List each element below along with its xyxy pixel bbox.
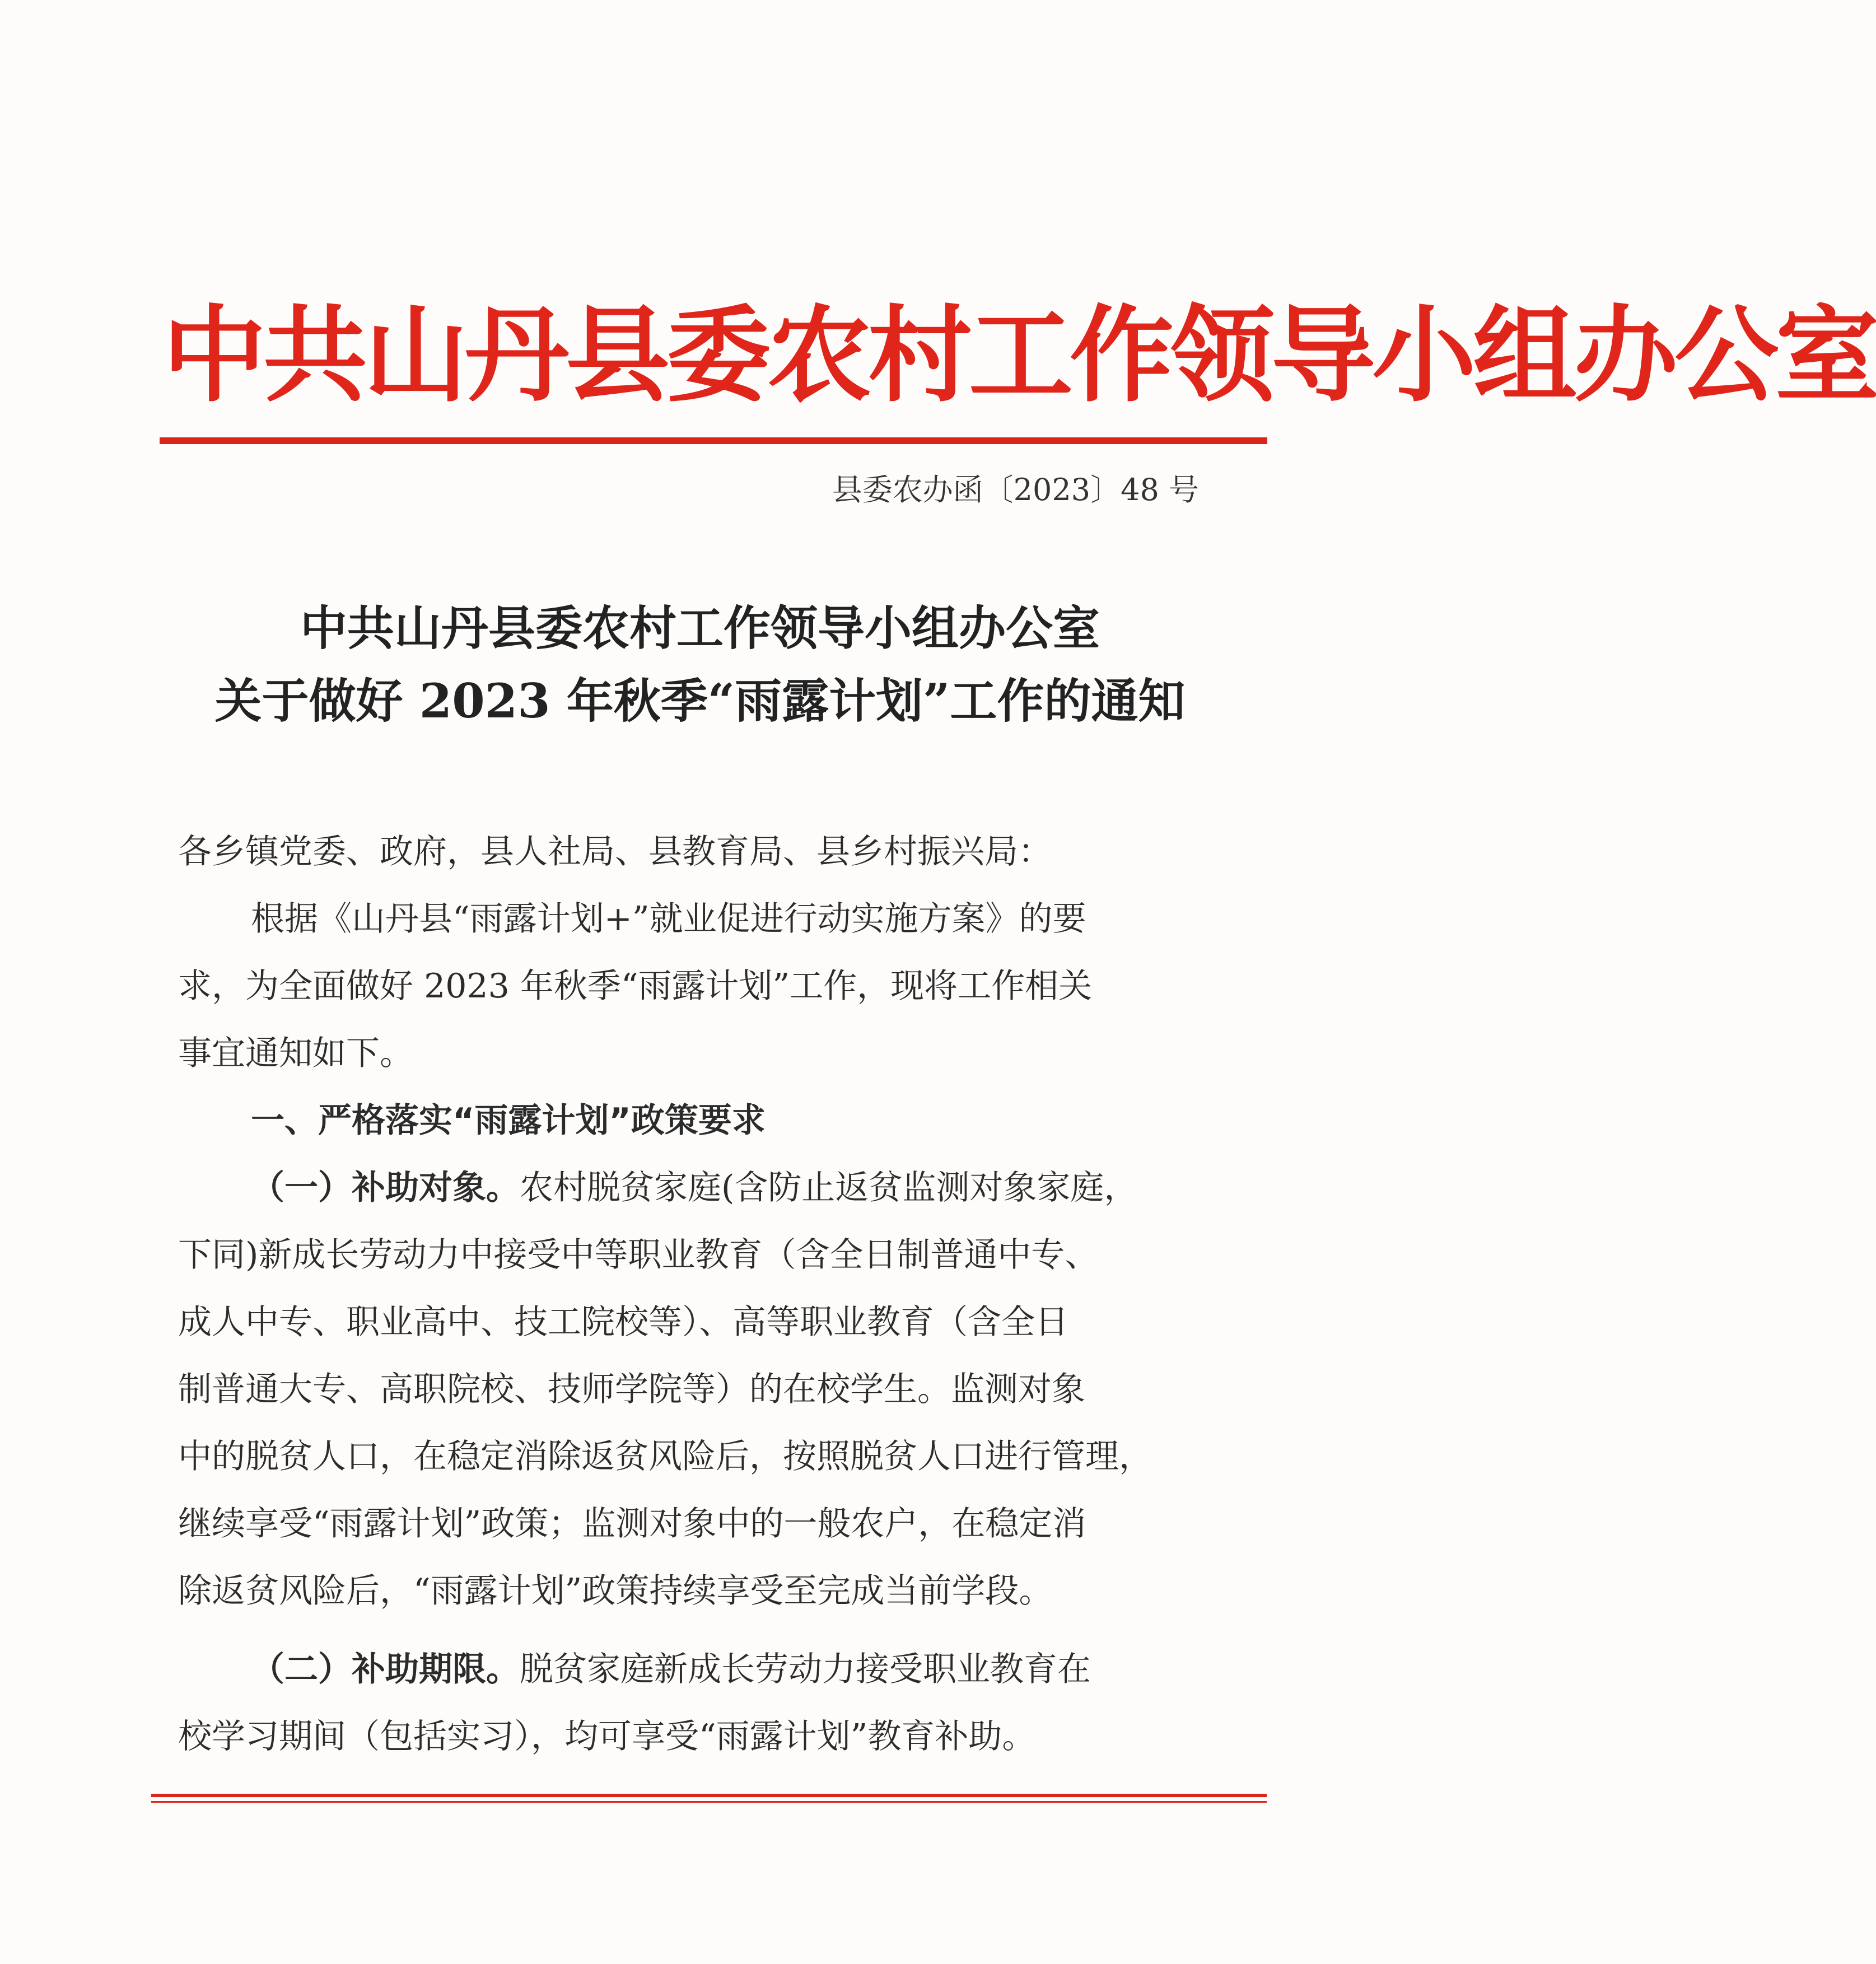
item-1-line: 中的脱贫人口，在稳定消除返贫风险后，按照脱贫人口进行管理， (178, 1437, 1152, 1476)
intro-line-3: 事宜通知如下。 (178, 1034, 413, 1073)
item-1-line: 成人中专、职业高中、技工院校等）、高等职业教育（含全日 (178, 1303, 1068, 1342)
item-2-line: 校学习期间（包括实习），均可享受“雨露计划”教育补助。 (178, 1717, 1036, 1756)
intro-line-2: 求，为全面做好 2023 年秋季“雨露计划”工作，现将工作相关 (178, 967, 1093, 1006)
footer-red-rule-thin (151, 1801, 1267, 1803)
item-2-label: （二）补助期限。 (251, 1650, 520, 1689)
document-number: 县委农办函〔2023〕48 号 (832, 472, 1199, 507)
item-2-first-line-text: 脱贫家庭新成长劳动力接受职业教育在 (520, 1650, 1091, 1689)
notice-title-line-1: 中共山丹县委农村工作领导小组办公室 (300, 600, 1100, 656)
section-1-heading: 一、严格落实“雨露计划”政策要求 (251, 1101, 766, 1140)
notice-title-line-2: 关于做好 2023 年秋季“雨露计划”工作的通知 (214, 673, 1186, 729)
issuing-office-title: 中共山丹县委农村工作领导小组办公室 (162, 295, 1876, 416)
footer-red-rule-thick (151, 1794, 1267, 1797)
item-1-first-line (251, 1160, 1137, 1216)
item-1-label: （一）补助对象。 (251, 1168, 520, 1207)
item-1-line: 继续享受“雨露计划”政策；监测对象中的一般农户，在稳定消 (178, 1504, 1086, 1543)
item-2-first-line (251, 1641, 1091, 1697)
item-1-line: 制普通大专、高职院校、技师学院等）的在校学生。监测对象 (178, 1370, 1085, 1409)
header-red-rule (160, 437, 1267, 444)
addressee-line: 各乡镇党委、政府，县人社局、县教育局、县乡村振兴局： (178, 832, 1052, 871)
item-1-line: 下同)新成长劳动力中接受中等职业教育（含全日制普通中专、 (178, 1235, 1099, 1275)
intro-line-1: 根据《山丹县“雨露计划+”就业促进行动实施方案》的要 (251, 899, 1086, 939)
item-1-line: 除返贫风险后，“雨露计划”政策持续享受至完成当前学段。 (178, 1571, 1053, 1611)
item-1-first-line-text: 农村脱贫家庭(含防止返贫监测对象家庭， (520, 1168, 1138, 1207)
